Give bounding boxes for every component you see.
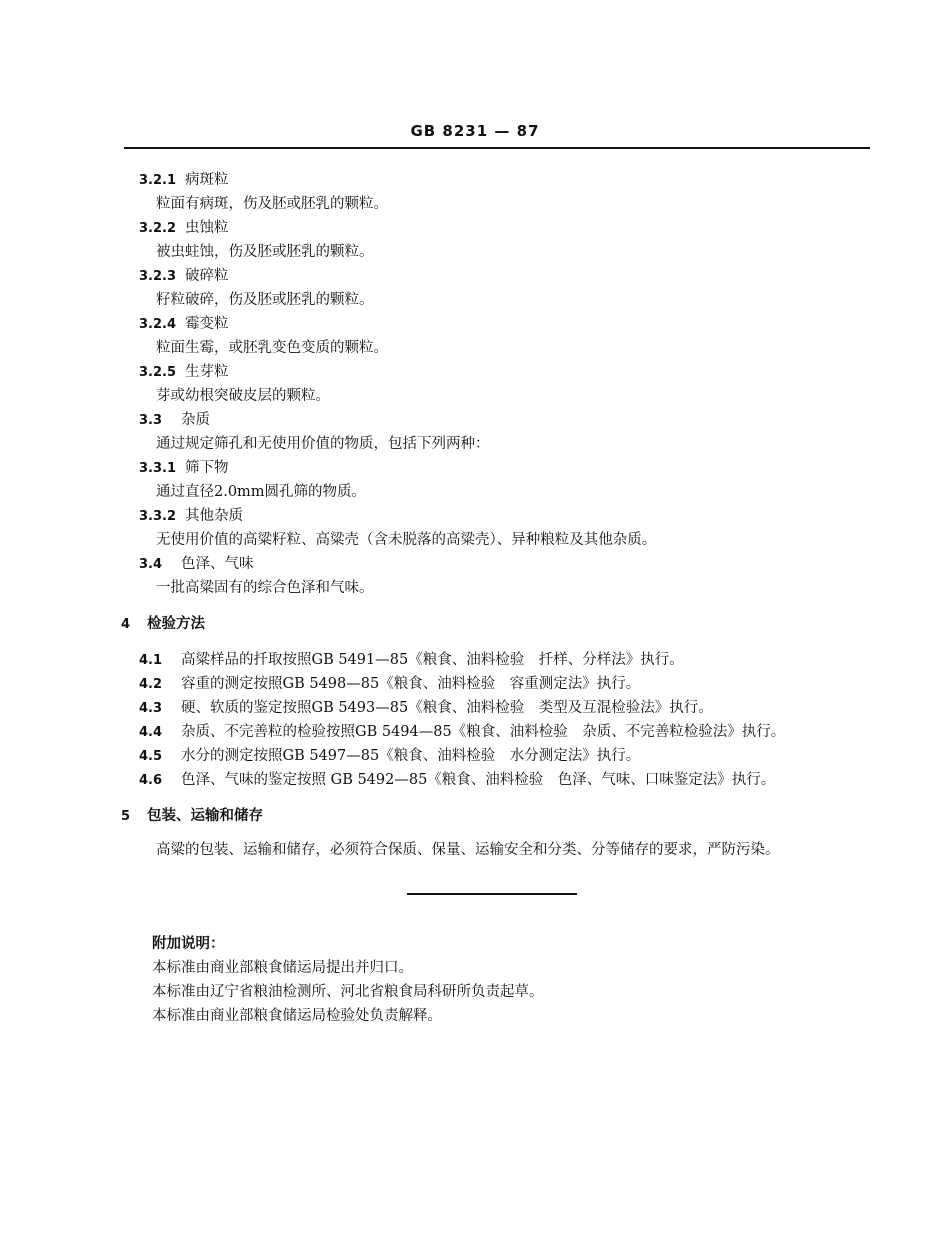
section-title: 检验方法 [147,615,205,632]
notes-line: 本标准由辽宁省粮油检测所、河北省粮食局科研所负责起草。 [152,984,544,1000]
method-item [139,650,684,671]
divider-rule [407,893,577,895]
notes-line: 本标准由商业部粮食储运局提出并归口。 [152,960,413,976]
def-title: 色泽、气味 [181,556,254,572]
def-heading [139,554,254,575]
def-number: 3.2.2 [139,221,177,236]
def-heading [139,218,229,239]
def-heading [139,410,210,431]
def-number: 3.2.1 [139,173,177,188]
notes-title: 附加说明： [152,935,225,952]
def-title: 杂质 [181,412,210,428]
def-description: 被虫蛀蚀，伤及胚或胚乳的颗粒。 [156,244,374,260]
def-title: 其他杂质 [185,508,243,524]
def-description: 无使用价值的高粱籽粒、高粱壳（含未脱落的高粱壳）、异种粮粒及其他杂质。 [156,532,657,548]
method-text: 硬、软质的鉴定按照GB 5493—85《粮食、油料检验 类型及互混检验法》执行。 [181,700,713,716]
def-description: 籽粒破碎，伤及胚或胚乳的颗粒。 [156,292,374,308]
method-item [139,722,785,743]
def-number: 3.4 [139,557,163,572]
method-text: 容重的测定按照GB 5498—85《粮食、油料检验 容重测定法》执行。 [181,676,641,692]
def-description: 通过规定筛孔和无使用价值的物质，包括下列两种： [156,436,490,452]
def-title: 病斑粒 [185,172,229,188]
def-title: 虫蚀粒 [185,220,229,236]
method-number: 4.6 [139,773,163,788]
def-title: 筛下物 [185,460,229,476]
section-title: 包装、运输和储存 [147,807,263,824]
section-heading [121,614,205,635]
def-description: 芽或幼根突破皮层的颗粒。 [156,388,330,404]
method-text: 高粱样品的扦取按照GB 5491—85《粮食、油料检验 扦样、分样法》执行。 [181,652,684,668]
notes-line: 本标准由商业部粮食储运局检验处负责解释。 [152,1008,442,1024]
method-number: 4.5 [139,749,163,764]
header-rule [124,147,870,149]
section-number: 4 [121,617,131,632]
def-description: 粒面生霉，或胚乳变色变质的颗粒。 [156,340,388,356]
page-header: GB 8231 — 87 [410,122,540,140]
method-item [139,770,775,791]
section-heading [121,806,263,827]
method-number: 4.3 [139,701,163,716]
method-text: 杂质、不完善粒的检验按照GB 5494—85《粮食、油料检验 杂质、不完善粒检验法》执行。 [181,724,786,740]
def-number: 3.3 [139,413,163,428]
def-heading [139,266,229,287]
method-number: 4.2 [139,677,163,692]
def-description: 粒面有病斑，伤及胚或胚乳的颗粒。 [156,196,388,212]
def-number: 3.3.1 [139,461,177,476]
def-title: 破碎粒 [185,268,229,284]
def-number: 3.2.3 [139,269,177,284]
method-item [139,746,640,767]
def-description: 通过直径2.0mm圆孔筛的物质。 [156,484,367,500]
def-number: 3.2.5 [139,365,177,380]
section-number: 5 [121,809,131,824]
method-text: 色泽、气味的鉴定按照 GB 5492—85《粮食、油料检验 色泽、气味、口味鉴定法》执行。 [181,772,776,788]
def-number: 3.2.4 [139,317,177,332]
def-heading [139,506,243,527]
method-number: 4.1 [139,653,163,668]
def-heading [139,458,229,479]
def-title: 霉变粒 [185,316,229,332]
def-heading [139,170,229,191]
def-title: 生芽粒 [185,364,229,380]
def-heading [139,314,229,335]
method-item [139,674,640,695]
method-number: 4.4 [139,725,163,740]
def-heading [139,362,229,383]
def-number: 3.3.2 [139,509,177,524]
def-description: 一批高粱固有的综合色泽和气味。 [156,580,374,596]
section-body: 高粱的包装、运输和储存，必须符合保质、保量、运输安全和分类、分等储存的要求，严防污染。 [156,842,780,858]
method-text: 水分的测定按照GB 5497—85《粮食、油料检验 水分测定法》执行。 [181,748,641,764]
method-item [139,698,713,719]
